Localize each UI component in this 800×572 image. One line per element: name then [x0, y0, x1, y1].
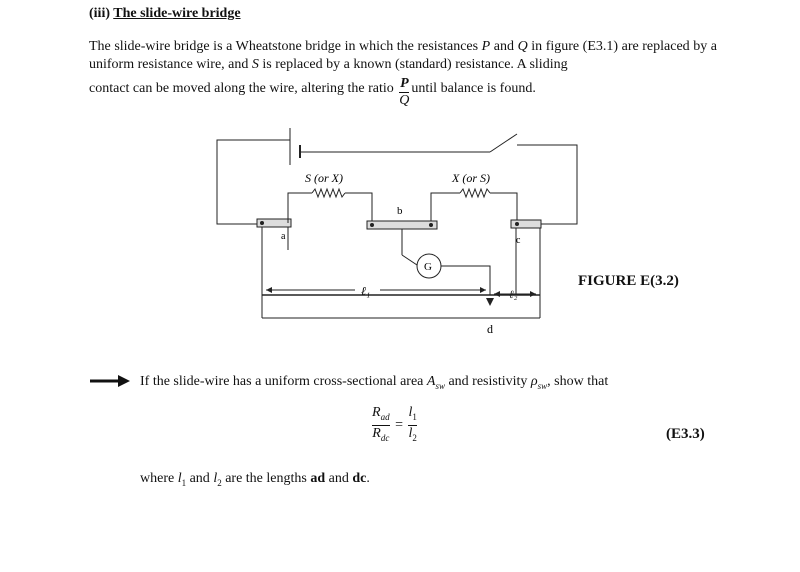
r-symbol: R: [372, 425, 381, 441]
sliding-contact-arrowhead: [486, 298, 494, 306]
label-l1: ℓ₁: [361, 284, 371, 298]
length-ad: ad: [310, 471, 326, 486]
terminal-b: [367, 221, 437, 229]
where-clause: [140, 471, 370, 488]
lhs-fraction: [372, 406, 390, 445]
l1-subscript: 1: [181, 477, 187, 488]
symbol-p: P: [481, 39, 491, 54]
lhs-num-subscript: ad: [380, 411, 390, 422]
wire-b-to-x: [431, 193, 460, 221]
rhs-fraction: [408, 406, 416, 445]
outer-wire-left: [217, 140, 290, 224]
l1-arrowhead-left: [266, 287, 272, 293]
label-x-or-s: X (or S): [452, 171, 490, 185]
where-part: .: [366, 471, 370, 486]
question-part: and resistivity: [444, 374, 531, 389]
para-text: and: [490, 39, 518, 54]
rho-subscript: sw: [537, 380, 548, 391]
wire-to-s: [288, 193, 312, 223]
resistor-s: [312, 189, 345, 197]
para-text: The slide-wire bridge is a Wheatstone bridge in which the resistances: [89, 39, 482, 54]
wire-x-to-c: [490, 193, 517, 222]
section-title: The slide-wire bridge: [113, 6, 241, 21]
l-symbol: l: [408, 425, 413, 441]
r-symbol: R: [372, 405, 381, 420]
ratio-denominator: Q: [399, 93, 410, 108]
where-part: and: [325, 471, 353, 486]
para-text: is replaced by a known (standard) resistance. A sliding: [258, 57, 568, 72]
equals-sign: =: [395, 417, 403, 433]
wire-b-to-galvanometer: [402, 255, 417, 265]
label-s-or-x: S (or X): [305, 171, 343, 185]
label-d: d: [487, 322, 493, 336]
lhs-den-subscript: dc: [380, 432, 390, 443]
symbol-s: S: [251, 57, 259, 72]
section-number: (iii): [89, 6, 110, 21]
question-part: , show that: [547, 374, 609, 389]
terminal-b-screw-1: [370, 223, 374, 227]
terminal-c-screw: [515, 222, 519, 226]
equation-label: (E3.3): [666, 426, 705, 442]
l2-arrowhead-left: [494, 291, 500, 297]
symbol-rho: ρ: [530, 374, 538, 389]
symbol-q: Q: [517, 39, 528, 54]
para-text: contact can be moved along the wire, altering the ratio: [89, 81, 398, 96]
wire-s-to-b: [345, 193, 372, 222]
l1-arrowhead-right: [480, 287, 486, 293]
lhs-numerator: [372, 406, 390, 424]
rhs-num-subscript: 1: [412, 411, 417, 422]
symbol-l2: l: [213, 471, 218, 486]
outer-wire-right: [517, 145, 577, 224]
question-part: If the slide-wire has a uniform cross-sectional area: [140, 374, 427, 389]
question-text: [140, 374, 608, 391]
figure-caption: FIGURE E(3.2): [578, 273, 679, 289]
where-part: are the lengths: [221, 471, 311, 486]
para-text: in figure (E3.1) are replaced by a uniform resistance wire, and: [89, 39, 718, 72]
l2-subscript: 2: [217, 477, 222, 488]
l2-arrowhead-right: [530, 291, 536, 297]
area-subscript: sw: [435, 380, 445, 391]
equation-e3-3: [370, 406, 419, 445]
para-text: until balance is found.: [411, 81, 536, 96]
label-a: a: [281, 231, 286, 242]
label-c: c: [516, 235, 521, 246]
rhs-denominator: [408, 427, 416, 445]
terminal-b-screw-2: [429, 223, 433, 227]
symbol-l1: l: [177, 471, 182, 486]
rhs-den-subscript: 2: [412, 432, 417, 443]
resistor-x: [460, 189, 490, 197]
label-g: G: [424, 261, 432, 273]
terminal-a-screw: [260, 221, 264, 225]
length-dc: dc: [352, 471, 367, 486]
label-l2: ℓ₂: [509, 289, 518, 301]
switch-lever: [490, 134, 517, 152]
ratio-numerator: P: [400, 76, 409, 91]
lhs-denominator: [372, 427, 390, 445]
where-part: where: [140, 471, 178, 486]
label-b: b: [397, 205, 403, 217]
question-arrow-head: [118, 375, 130, 387]
where-part: and: [186, 471, 214, 486]
rhs-numerator: [408, 406, 416, 424]
l-symbol: l: [408, 405, 413, 420]
symbol-area: A: [426, 374, 436, 389]
